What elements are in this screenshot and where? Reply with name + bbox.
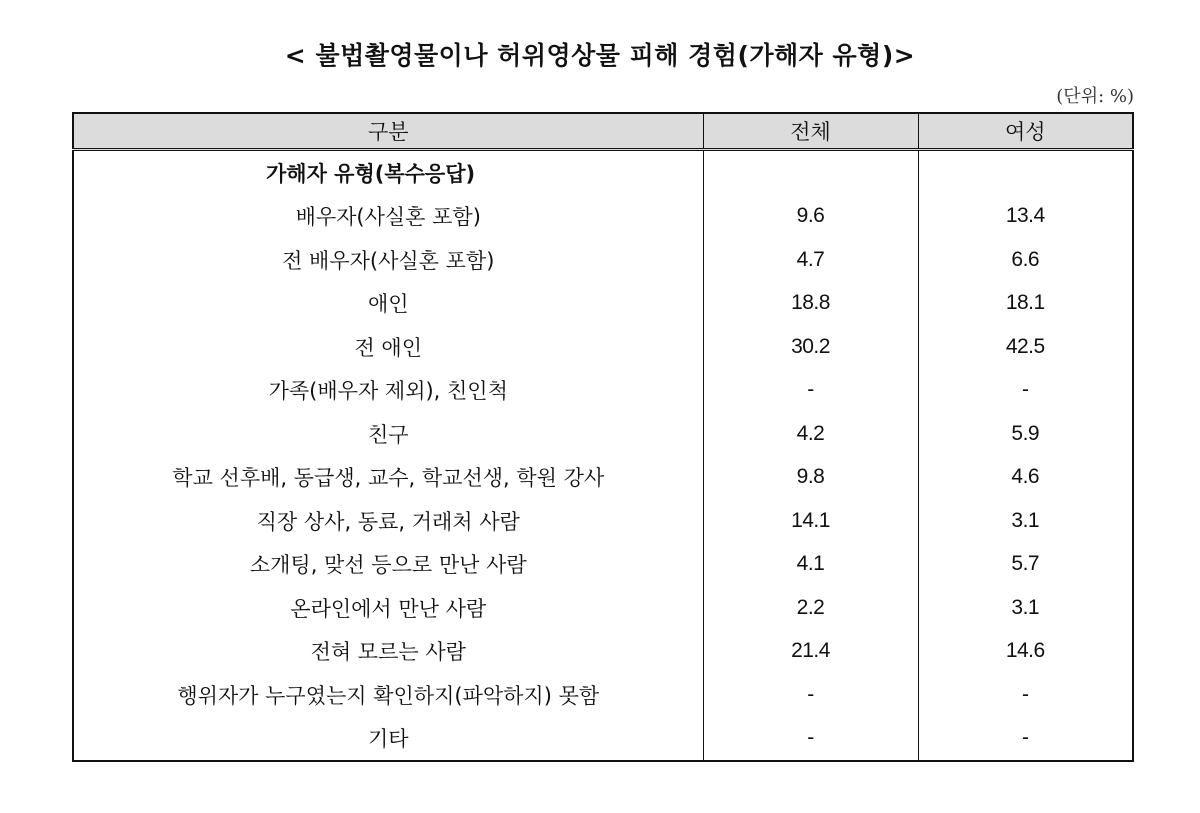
perpetrator-type-table <box>72 112 1134 762</box>
row-total: 9.6 <box>703 195 918 239</box>
row-label: 기타 <box>73 717 703 762</box>
table-row <box>73 369 1133 413</box>
row-female: 14.6 <box>918 630 1133 674</box>
row-label: 소개팅, 맞선 등으로 만난 사람 <box>73 543 703 587</box>
row-total: 30.2 <box>703 325 918 369</box>
table-header-row <box>73 113 1133 150</box>
section-label: 가해자 유형(복수응답) <box>73 150 703 195</box>
row-female: 3.1 <box>918 499 1133 543</box>
row-total: - <box>703 369 918 413</box>
row-female: 5.9 <box>918 412 1133 456</box>
row-female: 4.6 <box>918 456 1133 500</box>
row-female: 13.4 <box>918 195 1133 239</box>
table-row <box>73 673 1133 717</box>
header-total: 전체 <box>703 113 918 150</box>
row-total: 14.1 <box>703 499 918 543</box>
table-row <box>73 543 1133 587</box>
row-female: - <box>918 369 1133 413</box>
table-row <box>73 282 1133 326</box>
table-row <box>73 238 1133 282</box>
table-row <box>73 412 1133 456</box>
table-row <box>73 195 1133 239</box>
row-label: 배우자(사실혼 포함) <box>73 195 703 239</box>
table-row <box>73 717 1133 762</box>
header-category: 구분 <box>73 113 703 150</box>
row-label: 친구 <box>73 412 703 456</box>
table-row <box>73 325 1133 369</box>
row-female: - <box>918 673 1133 717</box>
row-label: 전 배우자(사실혼 포함) <box>73 238 703 282</box>
row-female: 42.5 <box>918 325 1133 369</box>
row-female: 5.7 <box>918 543 1133 587</box>
row-total: 21.4 <box>703 630 918 674</box>
table-row <box>73 630 1133 674</box>
row-female: 18.1 <box>918 282 1133 326</box>
row-total: - <box>703 717 918 762</box>
row-total: 9.8 <box>703 456 918 500</box>
row-label: 학교 선후배, 동급생, 교수, 학교선생, 학원 강사 <box>73 456 703 500</box>
row-female: - <box>918 717 1133 762</box>
row-female: 6.6 <box>918 238 1133 282</box>
document-title: < 불법촬영물이나 허위영상물 피해 경험(가해자 유형)> <box>284 41 916 70</box>
section-total-cell <box>703 150 918 195</box>
row-total: 4.2 <box>703 412 918 456</box>
row-label: 온라인에서 만난 사람 <box>73 586 703 630</box>
header-female: 여성 <box>918 113 1133 150</box>
unit-note: (단위: %) <box>1056 86 1134 107</box>
row-label: 전혀 모르는 사람 <box>73 630 703 674</box>
row-label: 전 애인 <box>73 325 703 369</box>
row-total: 2.2 <box>703 586 918 630</box>
section-row <box>73 150 1133 195</box>
row-total: 4.1 <box>703 543 918 587</box>
row-label: 가족(배우자 제외), 친인척 <box>73 369 703 413</box>
row-label: 직장 상사, 동료, 거래처 사람 <box>73 499 703 543</box>
row-label: 애인 <box>73 282 703 326</box>
row-label: 행위자가 누구였는지 확인하지(파악하지) 못함 <box>73 673 703 717</box>
row-total: - <box>703 673 918 717</box>
table-row <box>73 456 1133 500</box>
row-female: 3.1 <box>918 586 1133 630</box>
table-row <box>73 586 1133 630</box>
row-total: 4.7 <box>703 238 918 282</box>
row-total: 18.8 <box>703 282 918 326</box>
table-row <box>73 499 1133 543</box>
section-female-cell <box>918 150 1133 195</box>
